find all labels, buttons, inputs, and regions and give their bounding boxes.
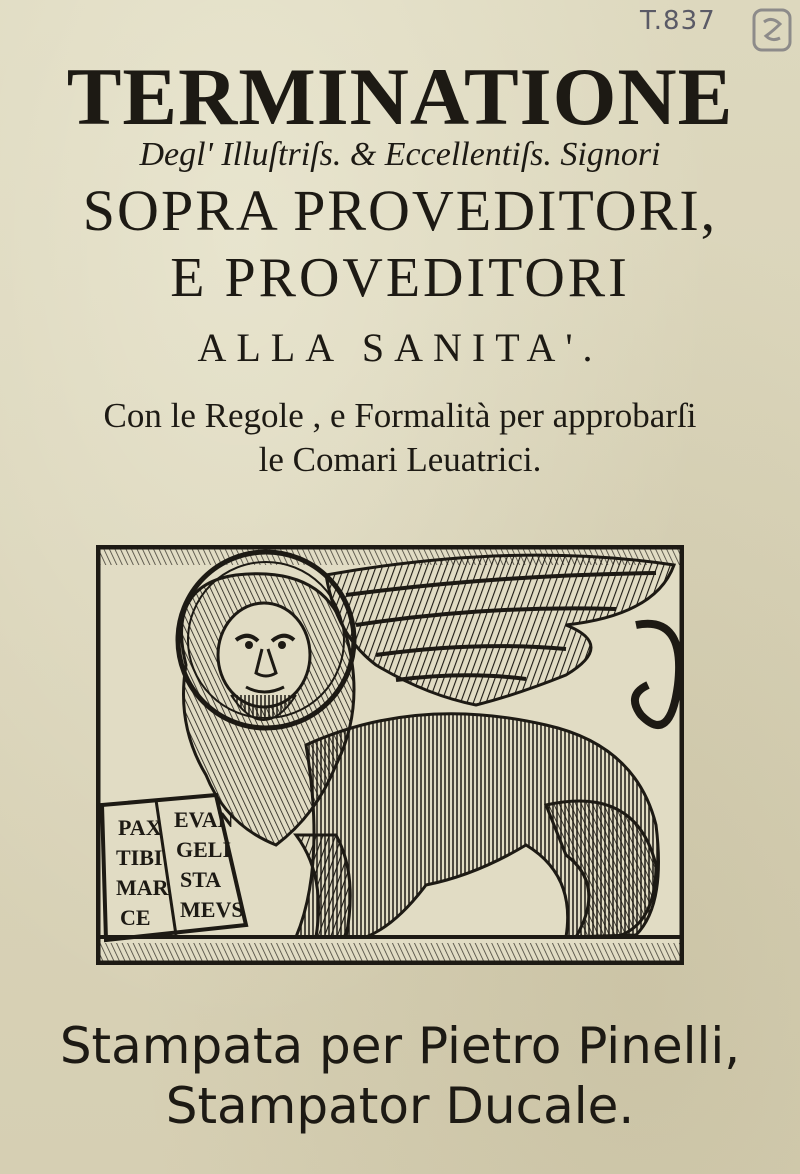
main-title: TERMINATIONE	[66, 51, 734, 142]
book-text-2: TIBI	[116, 845, 163, 870]
imprint-line-2: Stampator Ducale.	[165, 1077, 635, 1135]
dedication-line: Degl' Illuſtriſs. & Eccellentiſs. Signori	[139, 136, 661, 173]
book-text-3: MAR	[116, 875, 169, 900]
library-stamp-icon	[748, 6, 796, 56]
book-text-1: PAX	[118, 815, 162, 840]
book-text-6: GELI	[176, 837, 232, 862]
subtitle	[0, 394, 800, 482]
subtitle-line-2: le Comari Leuatrici.	[258, 440, 542, 479]
lion-of-saint-mark-woodcut	[96, 545, 684, 965]
imprint-line-1: Stampata per Pietro Pinelli,	[59, 1017, 741, 1075]
title-line-proveditori-sopra: SOPRA PROVEDITORI,	[82, 178, 718, 243]
imprint	[0, 1016, 800, 1136]
book-text-5: EVAN	[174, 807, 234, 832]
shelfmark: T.837	[640, 6, 716, 36]
subtitle-line-1: Con le Regole , e Formalità per approbarſi	[103, 396, 697, 435]
title-line-sanita: ALLA SANITA'.	[197, 325, 603, 370]
title-line-proveditori: E PROVEDITORI	[170, 247, 630, 309]
book-text-7: STA	[180, 867, 222, 892]
book-text-8: MEVS	[180, 897, 244, 922]
book-text-4: CE	[120, 905, 151, 930]
